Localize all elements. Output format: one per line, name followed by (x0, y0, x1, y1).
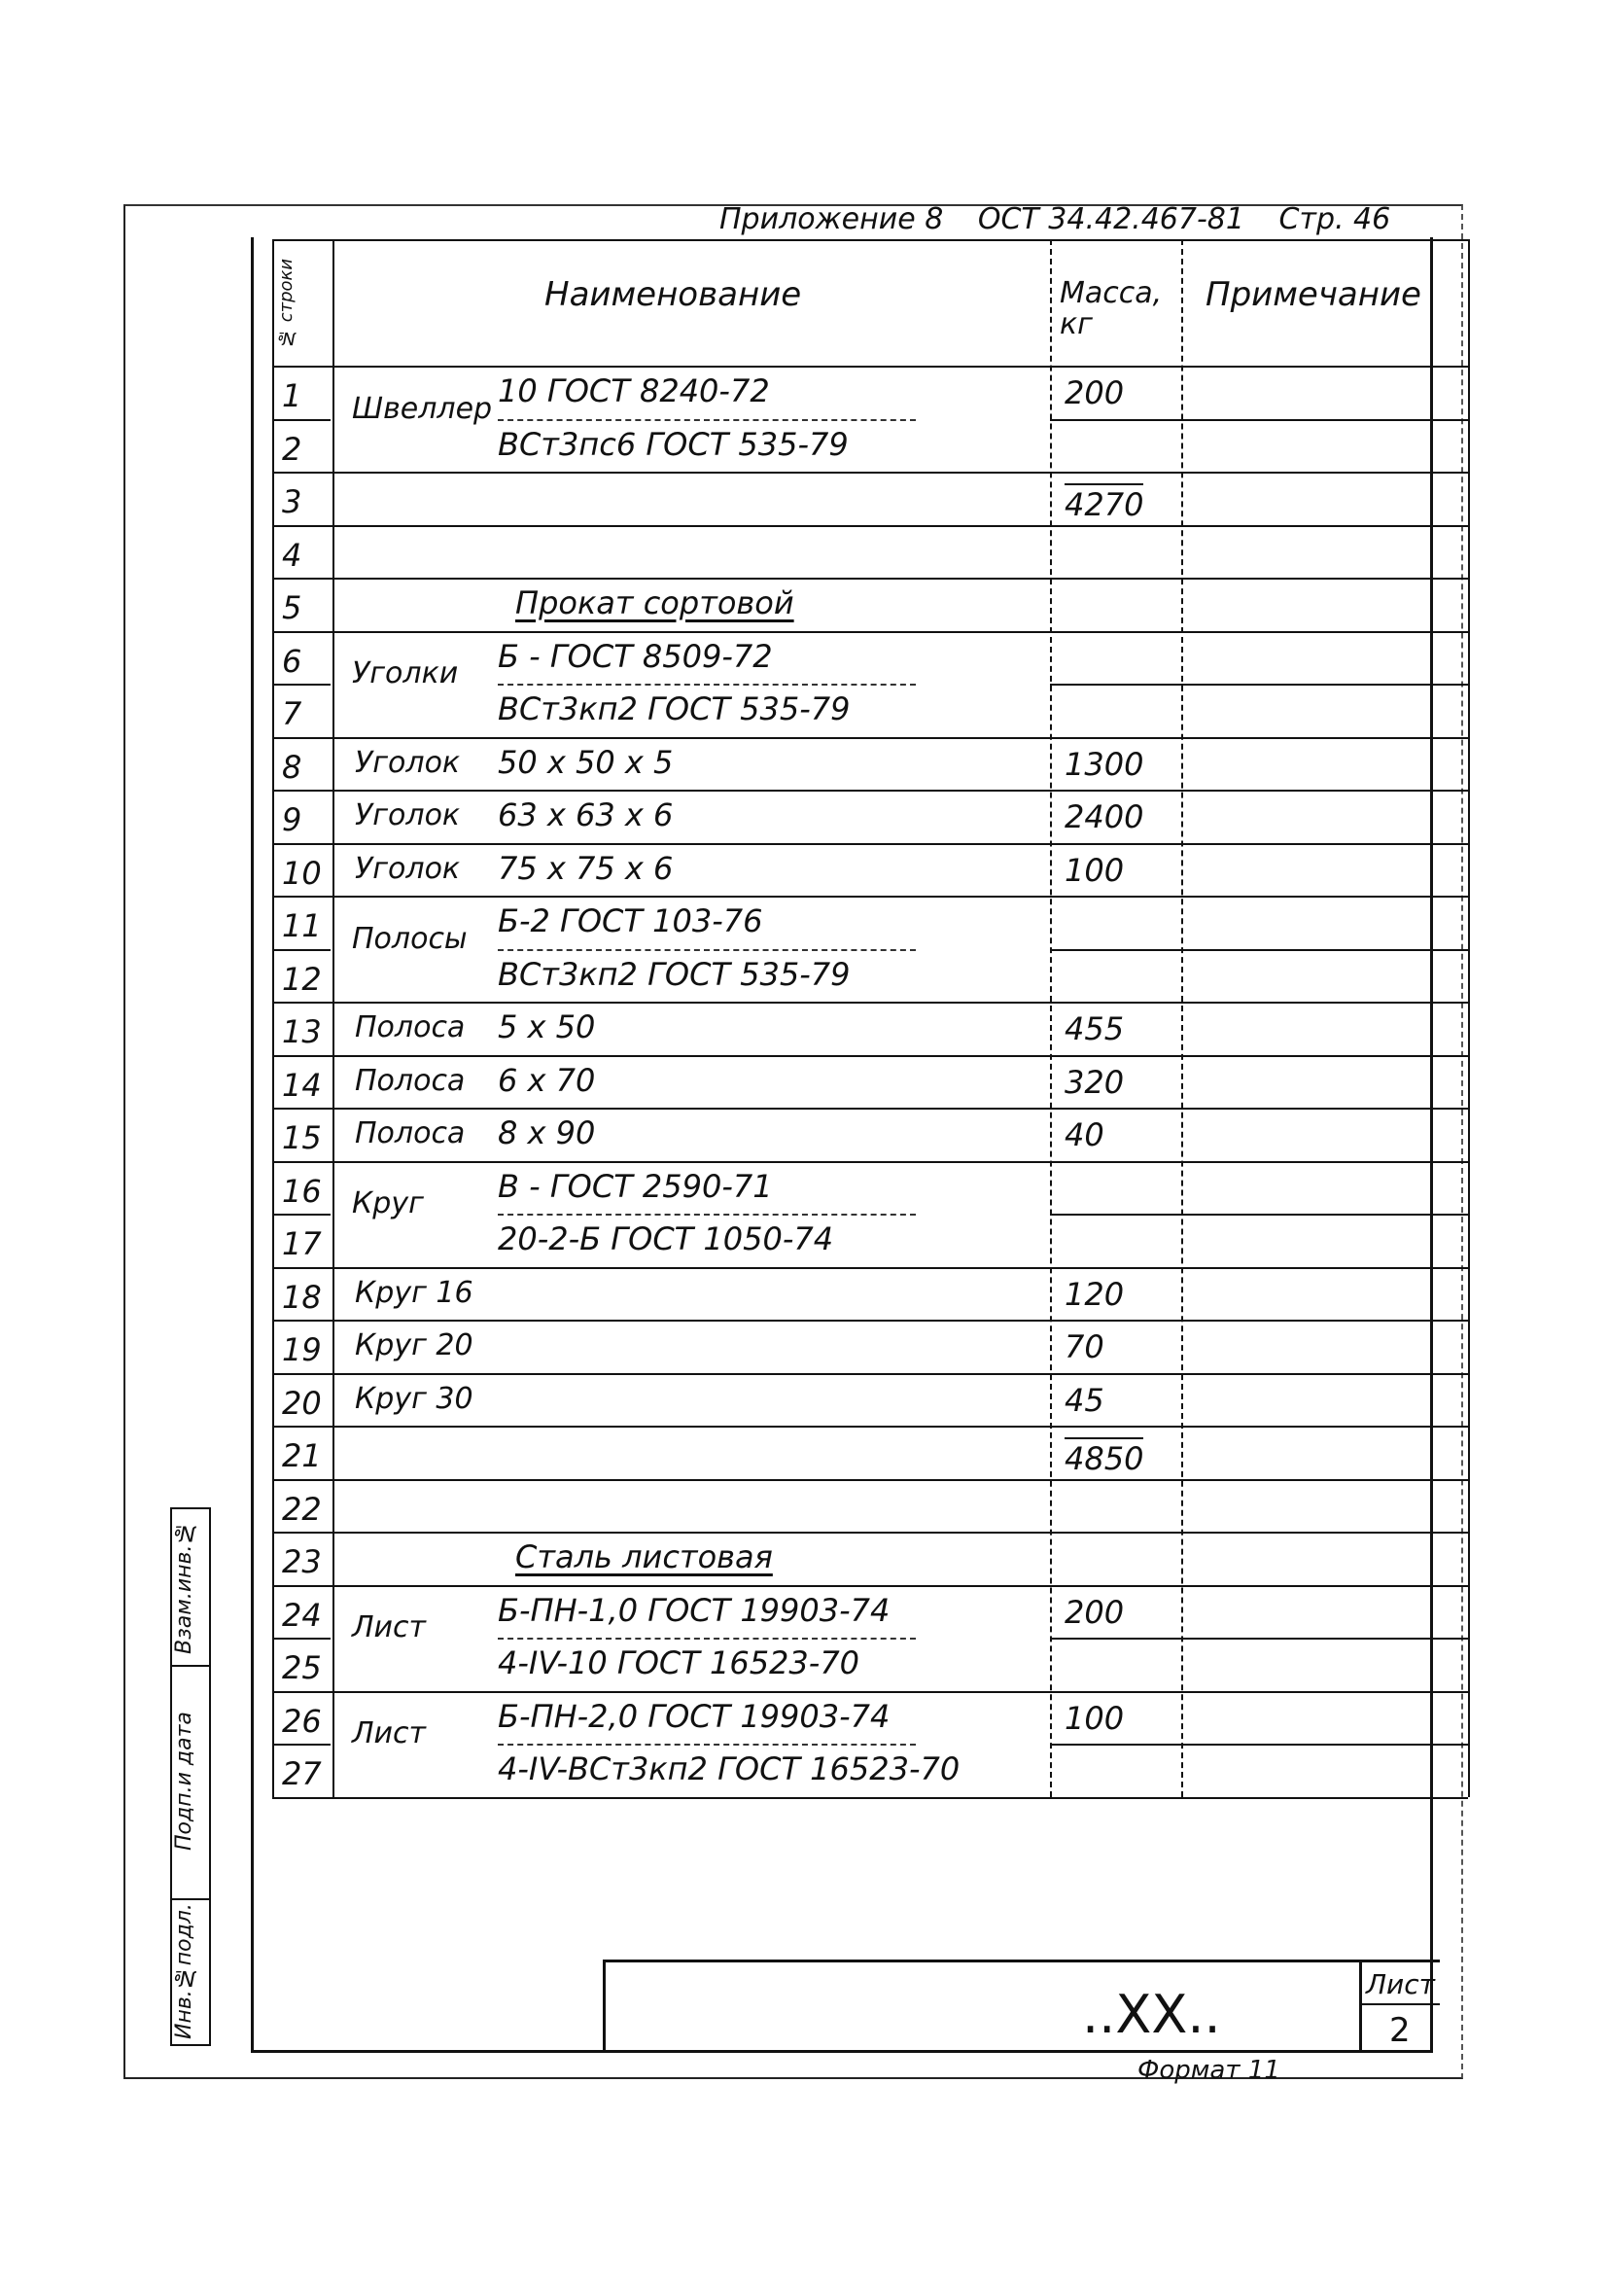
row-group-name: Полоса (355, 1116, 466, 1150)
row-mass: 40 (1065, 1116, 1104, 1153)
row-line (272, 684, 331, 686)
sheet-label: Лист (1366, 1968, 1435, 2000)
row-item-name: Б-2 ГОСТ 103-76 (498, 902, 763, 939)
row-line (272, 1267, 1468, 1269)
document-header (719, 202, 1391, 241)
row-number: 26 (282, 1702, 322, 1740)
row-mass: 2400 (1065, 798, 1144, 835)
row-item-name: В - ГОСТ 2590-71 (498, 1167, 773, 1205)
pair-separator (498, 1744, 916, 1746)
row-item-name: ВСт3пс6 ГОСТ 535-79 (498, 425, 849, 463)
row-number: 24 (282, 1596, 322, 1634)
row-number: 23 (282, 1543, 322, 1580)
sheet-number: 2 (1389, 2011, 1411, 2050)
row-number: 6 (282, 642, 302, 680)
row-number: 27 (282, 1755, 322, 1792)
row-group-name: Лист (352, 1716, 427, 1751)
stamp-inv-dub: Взам.инв.№ (172, 1520, 196, 1654)
standard-code: ОСТ 34.42.467-81 (977, 202, 1244, 236)
row-number: 8 (282, 748, 302, 786)
row-line (272, 737, 1468, 739)
appendix-label: Приложение 8 (719, 202, 944, 236)
specification-table (272, 239, 1468, 1803)
sheet-cell (1359, 1962, 1440, 2053)
row-line (272, 1214, 331, 1216)
pair-separator (498, 1214, 916, 1216)
row-line (272, 578, 1468, 580)
row-line (272, 1055, 1468, 1057)
row-line (272, 1744, 331, 1746)
row-item-name: 63 x 63 x 6 (498, 796, 674, 833)
row-mass: 200 (1065, 374, 1125, 411)
col-header-row-no: № строки (276, 258, 297, 348)
row-item-name: Б-ПН-1,0 ГОСТ 19903-74 (498, 1591, 891, 1629)
row-group-name: Швеллер (352, 391, 493, 426)
pair-separator (498, 1638, 916, 1640)
row-line (272, 1426, 1468, 1428)
row-line (272, 1002, 1468, 1004)
row-number: 21 (282, 1437, 322, 1474)
pair-separator (498, 949, 916, 951)
row-item-name: 50 x 50 x 5 (498, 743, 674, 781)
page-number: Стр. 46 (1278, 202, 1391, 236)
row-group-name: Лист (352, 1610, 427, 1645)
row-mass: 320 (1065, 1063, 1125, 1101)
row-line (272, 1797, 1468, 1799)
row-group-name: Полосы (352, 921, 468, 956)
row-number: 22 (282, 1490, 322, 1528)
row-mass: 45 (1065, 1381, 1104, 1419)
col-header-note: Примечание (1206, 275, 1421, 314)
row-mass: 70 (1065, 1328, 1104, 1365)
row-number: 10 (282, 854, 322, 892)
row-number: 5 (282, 589, 302, 626)
row-line (272, 631, 1468, 633)
row-line (272, 790, 1468, 792)
row-item-name: Б-ПН-2,0 ГОСТ 19903-74 (498, 1697, 891, 1735)
row-line (272, 472, 1468, 474)
side-stamp (170, 1507, 211, 2046)
row-number: 16 (282, 1172, 322, 1210)
row-mass: 120 (1065, 1275, 1125, 1313)
row-mass: 455 (1065, 1010, 1125, 1047)
row-number: 18 (282, 1278, 322, 1316)
row-group-name: Полоса (355, 1010, 466, 1044)
row-item-name: 10 ГОСТ 8240-72 (498, 372, 770, 409)
row-number: 20 (282, 1384, 322, 1422)
row-mass: 100 (1065, 851, 1125, 889)
row-group-name: Полоса (355, 1063, 466, 1098)
row-item-name: 8 x 90 (498, 1114, 596, 1151)
row-number: 1 (282, 377, 302, 414)
row-item-name: 6 x 70 (498, 1061, 596, 1099)
stamp-sign-date: Подп.и дата (172, 1712, 196, 1852)
row-number: 4 (282, 536, 302, 574)
title-block (603, 1960, 1440, 2053)
col-header-name: Наименование (544, 275, 802, 314)
col-header-mass: Масса, кг (1060, 276, 1163, 341)
row-number: 19 (282, 1331, 322, 1368)
row-number: 3 (282, 483, 302, 520)
pair-separator (498, 419, 916, 421)
row-line (1050, 419, 1468, 421)
row-item-name: ВСт3кп2 ГОСТ 535-79 (498, 955, 851, 993)
row-line (272, 843, 1468, 845)
row-line (272, 896, 1468, 898)
row-mass: 200 (1065, 1593, 1125, 1631)
row-group-name: Уголки (352, 656, 459, 691)
row-number: 17 (282, 1225, 322, 1262)
row-item-name: 4-IV-10 ГОСТ 16523-70 (498, 1644, 860, 1681)
row-mass: 100 (1065, 1699, 1125, 1737)
row-line (272, 1320, 1468, 1322)
row-line (272, 1108, 1468, 1110)
row-line (272, 1585, 1468, 1587)
row-number: 7 (282, 695, 302, 732)
row-group-name: Круг 20 (355, 1328, 473, 1362)
format-label: Формат 11 (1137, 2056, 1280, 2085)
row-item-name: Сталь листовая (515, 1538, 773, 1575)
row-number: 11 (282, 907, 322, 944)
row-group-name: Уголок (355, 851, 461, 886)
row-number: 2 (282, 430, 302, 468)
table-top-line (272, 239, 1468, 241)
row-line (272, 1161, 1468, 1163)
row-line (1050, 949, 1468, 951)
row-item-name: 75 x 75 x 6 (498, 849, 674, 887)
row-mass: 4270 (1065, 483, 1143, 520)
row-mass: 1300 (1065, 745, 1144, 783)
row-group-name: Круг 16 (355, 1275, 473, 1310)
table-col-line-4 (1468, 239, 1470, 1797)
pair-separator (498, 684, 916, 686)
row-line (272, 525, 1468, 527)
row-group-name: Уголок (355, 745, 461, 780)
row-number: 9 (282, 801, 302, 838)
row-item-name: 5 x 50 (498, 1008, 596, 1045)
header-bottom-line (272, 366, 1468, 368)
row-line (1050, 1638, 1468, 1640)
drawing-code: ..XX.. (1082, 1984, 1221, 2045)
row-line (272, 1373, 1468, 1375)
row-group-name: Круг 30 (355, 1381, 473, 1416)
row-line (272, 1479, 1468, 1481)
row-line (1050, 684, 1468, 686)
row-line (272, 1691, 1468, 1693)
row-number: 13 (282, 1013, 322, 1050)
row-item-name: ВСт3кп2 ГОСТ 535-79 (498, 690, 851, 727)
row-line (272, 949, 331, 951)
row-line (1050, 1214, 1468, 1216)
row-line (272, 1638, 331, 1640)
row-group-name: Круг (352, 1186, 424, 1221)
stamp-inv-orig: Инв.№подл. (172, 1903, 196, 2039)
row-number: 25 (282, 1649, 322, 1686)
row-line (272, 419, 331, 421)
row-number: 12 (282, 960, 322, 998)
row-item-name: Прокат сортовой (515, 584, 794, 621)
row-number: 14 (282, 1066, 322, 1104)
row-number: 15 (282, 1119, 322, 1156)
row-item-name: 4-IV-ВСт3кп2 ГОСТ 16523-70 (498, 1750, 961, 1787)
row-item-name: Б - ГОСТ 8509-72 (498, 637, 773, 675)
row-line (272, 1532, 1468, 1534)
row-line (1050, 1744, 1468, 1746)
row-mass: 4850 (1065, 1437, 1143, 1474)
row-group-name: Уголок (355, 798, 461, 832)
row-item-name: 20-2-Б ГОСТ 1050-74 (498, 1220, 834, 1257)
